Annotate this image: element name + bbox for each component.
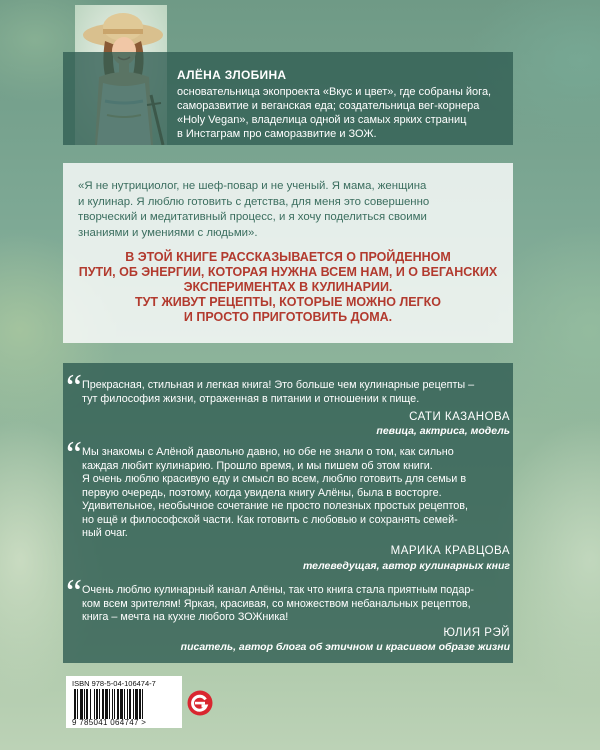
bio-text (177, 68, 507, 141)
review-line: тут философия жизни, отраженная в питании и отношении к пище. (82, 392, 420, 405)
reviewer-name: САТИ КАЗАНОВА (409, 411, 510, 423)
barcode (66, 676, 182, 728)
publisher-logo (187, 690, 213, 716)
description-line: ТУТ ЖИВУТ РЕЦЕПТЫ, КОТОРЫЕ МОЖНО ЛЕГКО (134, 295, 441, 309)
quote-line: творческий и медитативный процесс, и я хочу поделиться своими (78, 211, 427, 223)
bio-line: саморазвитие и веганская еда; создательница вег-корнера (177, 100, 480, 112)
review-line: каждая любит кулинарию. Прошло время, и мы пишем об этом книги. (82, 459, 433, 472)
reviewer-role: певица, актриса, модель (376, 425, 510, 437)
description-line: ЭКСПЕРИМЕНТАХ В КУЛИНАРИИ. (183, 280, 393, 294)
review-line: Прекрасная, стильная и легкая книга! Это больше чем кулинарные рецепты – (82, 379, 475, 391)
open-quote-icon: “ (66, 367, 82, 407)
review-line: но ещё и философской части. Как готовить с любовью и сохранять семей- (82, 513, 458, 526)
review-text (82, 584, 474, 625)
review-line: книга – мечта на кухне любого ЗОЖника! (82, 611, 289, 623)
review-text (82, 379, 474, 406)
open-quote-icon: “ (66, 572, 82, 612)
bio-line: в Инстаграм про саморазвитие и ЗОЖ. (177, 128, 377, 140)
review-line: Я очень люблю красивую еду и смысл во всем, люблю готовить для семьи в (82, 473, 467, 485)
barcode-gap (143, 689, 145, 719)
description-line: ПУТИ, ОБ ЭНЕРГИИ, КОТОРАЯ НУЖНА ВСЕМ НАМ, И О ВЕГАНСКИХ (78, 265, 498, 279)
ean-number: 9 785041 064747 > (72, 718, 147, 727)
author-name: АЛЁНА ЗЛОБИНА (177, 68, 287, 82)
open-quote-icon: “ (66, 434, 82, 474)
author-quote (78, 179, 498, 241)
description-line: В ЭТОЙ КНИГЕ РАССКАЗЫВАЕТСЯ О ПРОЙДЕННОМ (125, 250, 451, 264)
isbn-text: ISBN 978-5-04-106474-7 (72, 679, 156, 688)
review-line: Мы знакомы с Алёной давольно давно, но обе не знали о том, как сильно (82, 446, 454, 458)
review-line: Удивительное, необычное сочетание не просто полезных простых рецептов, (82, 500, 469, 512)
review-line: ком всем зрителям! Яркая, красивая, со множеством небанальных рецептов, (82, 597, 471, 610)
bio-line: «Holy Vegan», владелица одной из самых ярких страниц (177, 114, 467, 126)
review-line: ный очаг. (82, 527, 128, 539)
description-line: И ПРОСТО ПРИГОТОВИТЬ ДОМА. (183, 310, 393, 324)
reviewer-role: телеведущая, автор кулинарных книг (302, 560, 510, 572)
review-line: первую очередь, поэтому, когда увидела книгу Алёны, была в восторге. (82, 486, 442, 499)
book-description (63, 250, 513, 325)
quote-line: знаниями и умениями с людьми». (78, 226, 258, 239)
reviewer-name: МАРИКА КРАВЦОВА (390, 545, 510, 557)
bio-line: основательница экопроекта «Вкус и цвет», где собраны йога, (177, 86, 492, 98)
quote-line: «Я не нутрициолог, не шеф-повар и не ученый. Я мама, женщина (78, 180, 427, 192)
barcode-bars (74, 689, 174, 719)
review-text (82, 446, 468, 541)
reviewer-name: ЮЛИЯ РЭЙ (443, 627, 510, 639)
quote-line: и кулинар. Я люблю готовить с детства, для меня это совершенно (78, 195, 430, 208)
reviewer-role: писатель, автор блога об этичном и красивом образе жизни (180, 641, 510, 653)
review-line: Очень люблю кулинарный канал Алёны, так что книга стала приятным подар- (82, 584, 474, 596)
